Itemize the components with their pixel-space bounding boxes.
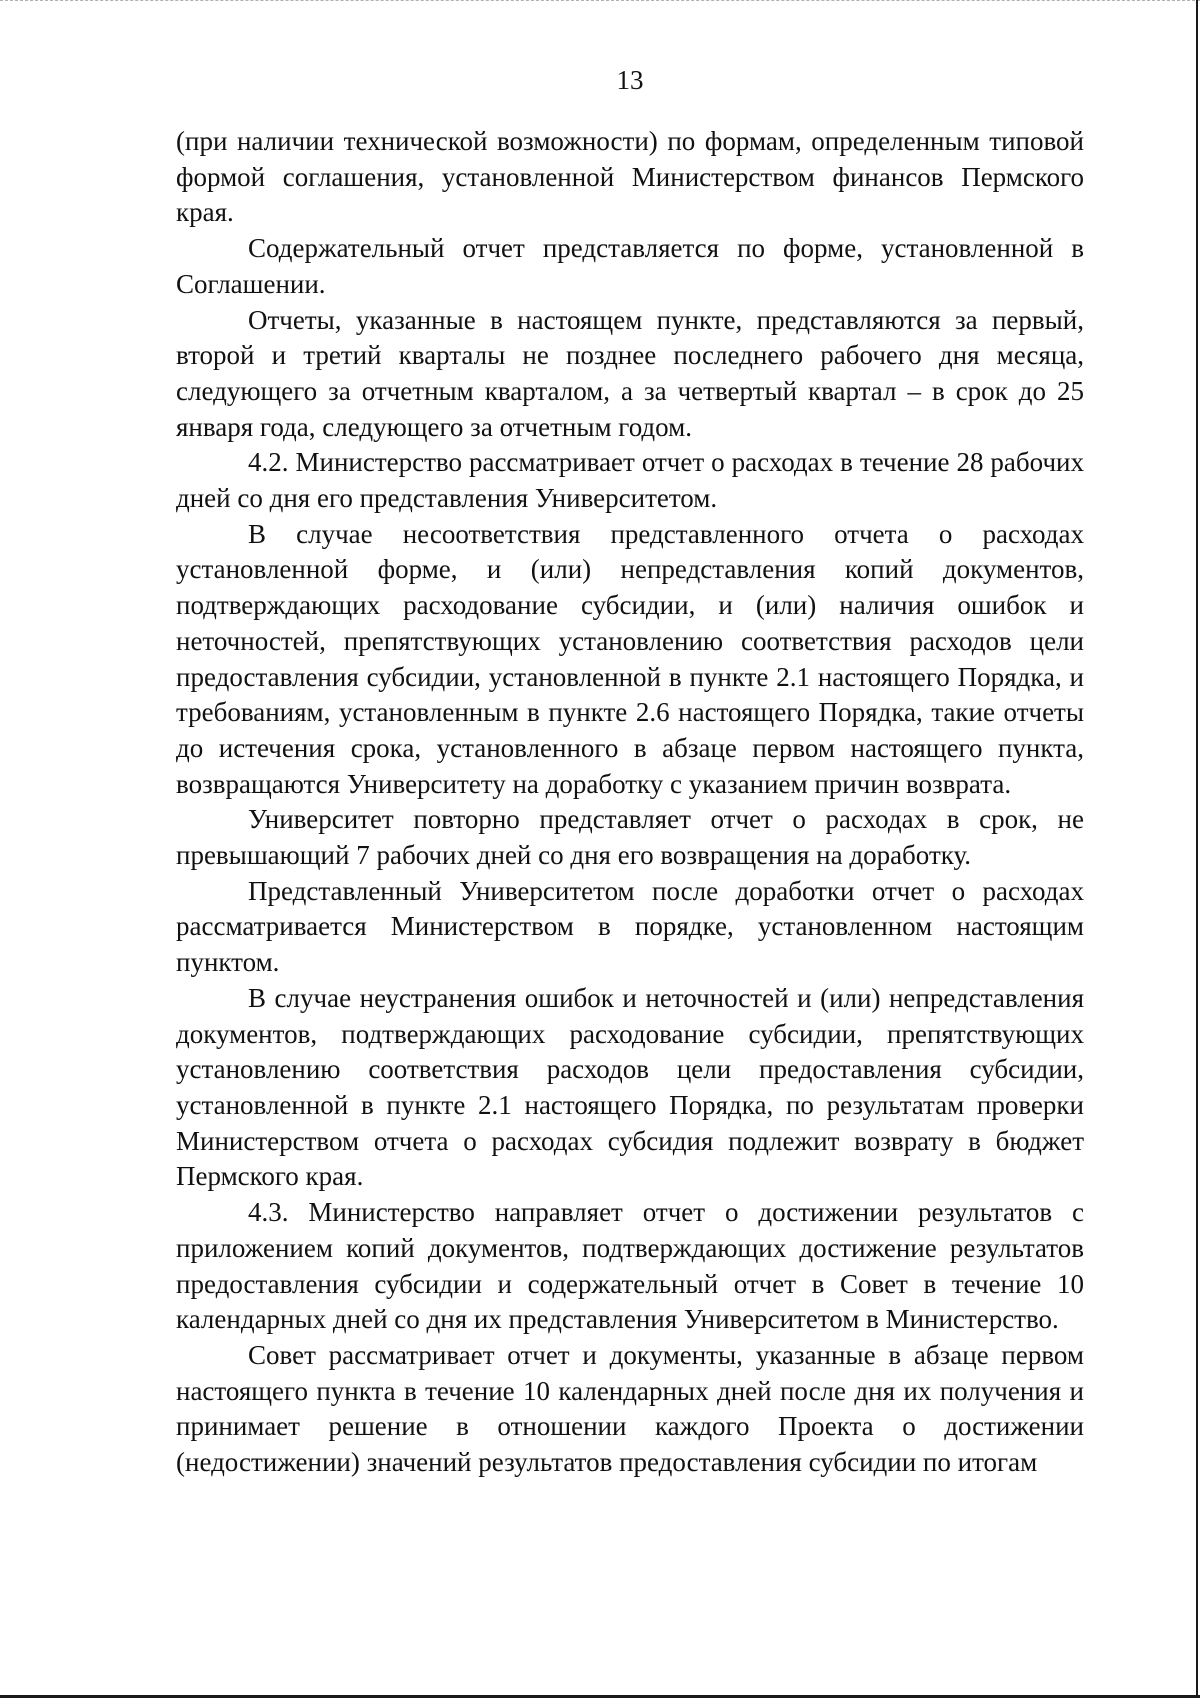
paragraph: В случае несоответствия представленного отчета о расходах установленной форме, и (или) непредставления копий документов, подтверждающих расходование субсидии, и (или) наличия ошибок и неточностей, препятствующих установлению соответствия расходов цели предоставления субсидии, установленной в пункте 2.1 настоящего Порядка, и требованиям, установленным в пункте 2.6 настоящего Порядка, такие отчеты до истечения срока, установленного в абзаце первом настоящего пункта, возвращаются Университету на доработку с указанием причин возврата. (176, 518, 1084, 799)
paragraph: В случае неустранения ошибок и неточностей и (или) непредставления документов, подтверждающих расходование субсидии, препятствующих установлению соответствия расходов цели предоставления субсидии, установленной в пункте 2.1 настоящего Порядка, по результатам проверки Министерством отчета о расходах субсидия подлежит возврату в бюджет Пермского края. (176, 982, 1084, 1192)
paragraph: Содержательный отчет представляется по форме, установленной в Соглашении. (176, 233, 1084, 299)
scan-top-edge (0, 0, 1200, 1)
paragraph: 4.3. Министерство направляет отчет о достижении результатов с приложением копий документов, подтверждающих достижение результатов предоставления субсидии и содержательный отчет в Совет в течение 10 календарных дней со дня их представления Университетом в Министерство. (176, 1197, 1084, 1335)
paragraph: Представленный Университетом после доработки отчет о расходах рассматривается Министерством в порядке, установленном настоящим пунктом. (176, 875, 1084, 978)
paragraph: 4.2. Министерство рассматривает отчет о расходах в течение 28 рабочих дней со дня его представления Университетом. (176, 447, 1084, 514)
page-number: 13 (616, 65, 644, 95)
scan-right-edge (1196, 0, 1198, 1698)
paragraph: Отчеты, указанные в настоящем пункте, представляются за первый, второй и третий кварталы не позднее последнего рабочего дня месяца, следующего за отчетным кварталом, а за четвертый квартал – в срок до 25 января года, следующего за отчетным годом. (176, 304, 1084, 442)
paragraph: Совет рассматривает отчет и документы, указанные в абзаце первом настоящего пункта в течение 10 календарных дней после дня их получения и принимает решение в отношении каждого Проекта о достижении (недостижении) значений результатов предоставления субсидии по итогам (176, 1339, 1084, 1478)
document-body (176, 124, 1084, 1481)
paragraph: Университет повторно представляет отчет о расходах в срок, не превышающий 7 рабочих дней со дня его возвращения на доработку. (176, 804, 1084, 871)
paragraph: (при наличии технической возможности) по формам, определенным типовой формой соглашения, установленной Министерством финансов Пермского края. (176, 126, 1084, 228)
